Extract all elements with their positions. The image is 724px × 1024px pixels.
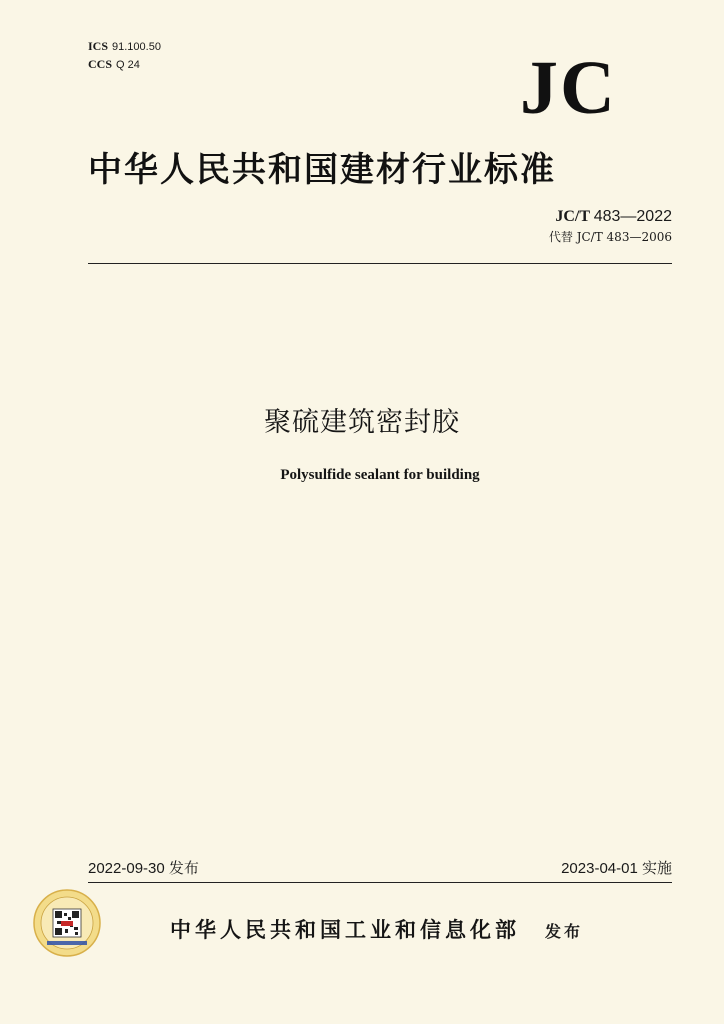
issuing-authority: 中华人民共和国工业和信息化部 xyxy=(170,917,520,942)
document-title-english: Polysulfide sealant for building xyxy=(280,467,480,483)
standard-prefix: JC/T xyxy=(555,208,590,225)
ccs-value: Q 24 xyxy=(116,59,140,71)
replaces-standard: 代替 JC/T 483—2006 xyxy=(548,230,672,244)
document-title-chinese: 聚硫建筑密封胶 xyxy=(264,407,460,438)
industry-standard-title: 中华人民共和国建材行业标准 xyxy=(88,150,556,190)
ics-line xyxy=(88,38,161,56)
top-divider xyxy=(88,263,672,264)
classification-codes xyxy=(88,38,161,74)
implement-date: 2023-04-01 实施 xyxy=(561,860,672,877)
bottom-divider xyxy=(88,882,672,883)
standard-number xyxy=(549,208,672,226)
ics-value: 91.100.50 xyxy=(112,41,161,53)
publish-date: 2022-09-30 发布 xyxy=(88,860,199,877)
standard-number-value: 483—2022 xyxy=(593,208,672,225)
ccs-line xyxy=(88,56,161,74)
ics-label: ICS xyxy=(88,39,109,53)
standard-number-block xyxy=(549,208,672,245)
ccs-label: CCS xyxy=(88,57,113,71)
issue-label: 发布 xyxy=(545,922,584,941)
jc-logo: JC xyxy=(520,46,617,130)
anti-counterfeit-seal-icon xyxy=(33,889,101,957)
